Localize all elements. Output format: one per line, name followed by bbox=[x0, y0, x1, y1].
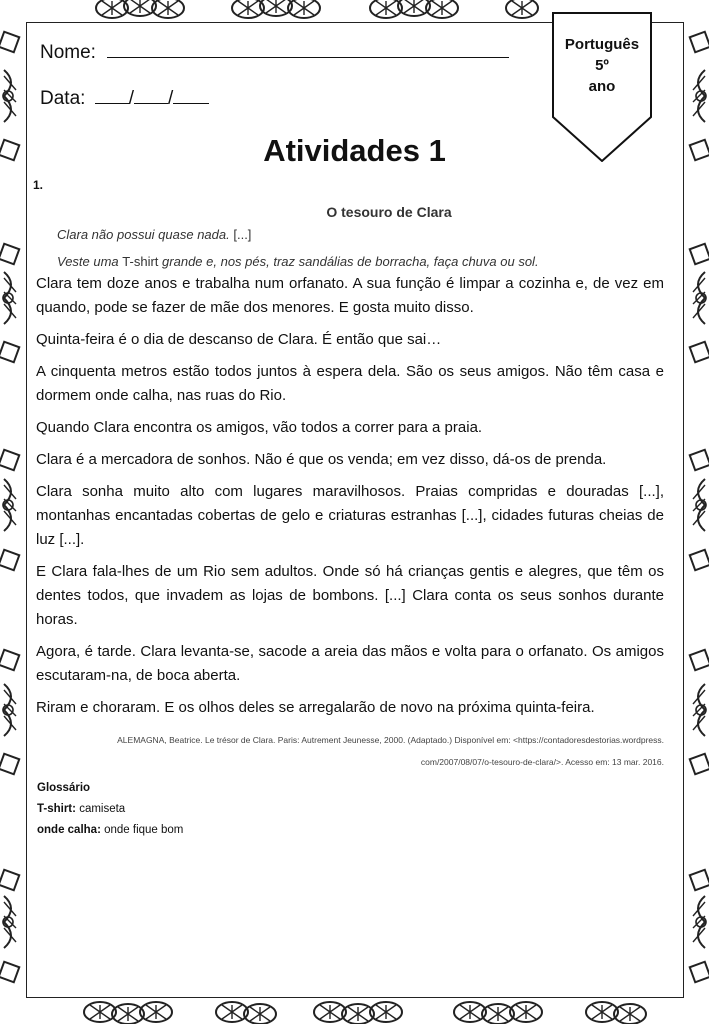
epigraph-line-1-text: Clara não possui quase nada. bbox=[57, 227, 230, 242]
epigraph-line-2-end: grande e, nos pés, traz sandálias de borracha, faça chuva ou sol. bbox=[162, 254, 539, 269]
story-paragraph: E Clara fala-lhes de um Rio sem adultos. Onde só há crianças gentis e alegres, que têm os dentes todos, que invadem as lojas de bombons. [...] Clara conta os seus sonhos durante horas. bbox=[36, 563, 664, 628]
date-separator-2: / bbox=[167, 88, 174, 109]
story-paragraph: Clara tem doze anos e trabalha num orfanato. A sua função é limpar a cozinha e, de vez em quando, pode se fazer de mãe dos menores. E gosta muito disso. bbox=[36, 275, 664, 316]
story-paragraph: Agora, é tarde. Clara levanta-se, sacode a areia das mãos e volta para o orfanato. Os amigos escutaram-na, de boca aberta. bbox=[36, 643, 664, 684]
glossary bbox=[37, 778, 183, 841]
reference-line-1: ALEMAGNA, Beatrice. Le trésor de Clara. Paris: Autrement Jeunesse, 2000. (Adaptado.) Disponível em: <https://contadoresdestorias.wordpress. bbox=[117, 735, 664, 745]
badge-grade: 5º bbox=[595, 57, 609, 74]
badge-subject: Português bbox=[564, 36, 640, 53]
epigraph-line-2 bbox=[57, 254, 539, 269]
story-paragraph: Quinta-feira é o dia de descanso de Clara. É então que sai… bbox=[36, 331, 442, 348]
date-year-line[interactable] bbox=[173, 102, 209, 104]
date-day-line[interactable] bbox=[95, 102, 129, 104]
date-separator-1: / bbox=[128, 88, 134, 109]
story-paragraph: Clara sonha muito alto com lugares maravilhosos. Praias compridas e douradas [...], montanhas encantadas cobertas de gelo e criaturas estranhas [...], cidades futuras cheias de luz [...]. bbox=[36, 483, 664, 548]
date-field[interactable] bbox=[40, 88, 209, 110]
name-field[interactable] bbox=[40, 42, 509, 64]
name-label: Nome: bbox=[40, 42, 96, 63]
epigraph-line-1 bbox=[57, 227, 251, 242]
text-title: O tesouro de Clara bbox=[326, 204, 452, 220]
story-paragraph: Riram e choraram. E os olhos deles se arregalarão de novo na próxima quinta-feira. bbox=[36, 699, 595, 716]
name-line[interactable] bbox=[107, 56, 509, 58]
glossary-heading: Glossário bbox=[37, 782, 91, 794]
date-month-line[interactable] bbox=[134, 102, 168, 104]
glossary-definition: onde fique bom bbox=[104, 824, 184, 836]
epigraph-line-1-mark: [...] bbox=[233, 227, 252, 242]
story-paragraph: Clara é a mercadora de sonhos. Não é que os venda; em vez disso, dá-os de prenda. bbox=[36, 451, 607, 468]
right-ornaments bbox=[690, 32, 709, 983]
subject-badge-text bbox=[552, 34, 652, 97]
date-label: Data: bbox=[40, 88, 86, 109]
reference-line-2: com/2007/08/07/o-tesouro-de-clara/>. Acesso em: 13 mar. 2016. bbox=[420, 757, 664, 767]
left-ornaments bbox=[0, 32, 19, 983]
glossary-item bbox=[37, 820, 183, 841]
glossary-term: T-shirt: bbox=[37, 803, 76, 815]
question-number: 1. bbox=[33, 178, 44, 192]
glossary-definition: camiseta bbox=[79, 803, 126, 815]
story-paragraph: Quando Clara encontra os amigos, vão todos a correr para a praia. bbox=[36, 419, 483, 436]
page-title: Atividades 1 bbox=[263, 133, 446, 168]
story-text bbox=[36, 272, 664, 728]
glossary-term: onde calha: bbox=[37, 824, 101, 836]
bottom-ornaments bbox=[84, 1002, 646, 1024]
story-paragraph: A cinquenta metros estão todos juntos à espera dela. São os seus amigos. Não têm casa e dormem onde calha, nas ruas do Rio. bbox=[36, 363, 664, 404]
epigraph-tshirt: T-shirt bbox=[122, 254, 159, 269]
top-ornaments bbox=[96, 0, 538, 18]
epigraph-line-2-start: Veste uma bbox=[57, 254, 119, 269]
glossary-item bbox=[37, 799, 183, 820]
badge-year-word: ano bbox=[588, 78, 616, 95]
